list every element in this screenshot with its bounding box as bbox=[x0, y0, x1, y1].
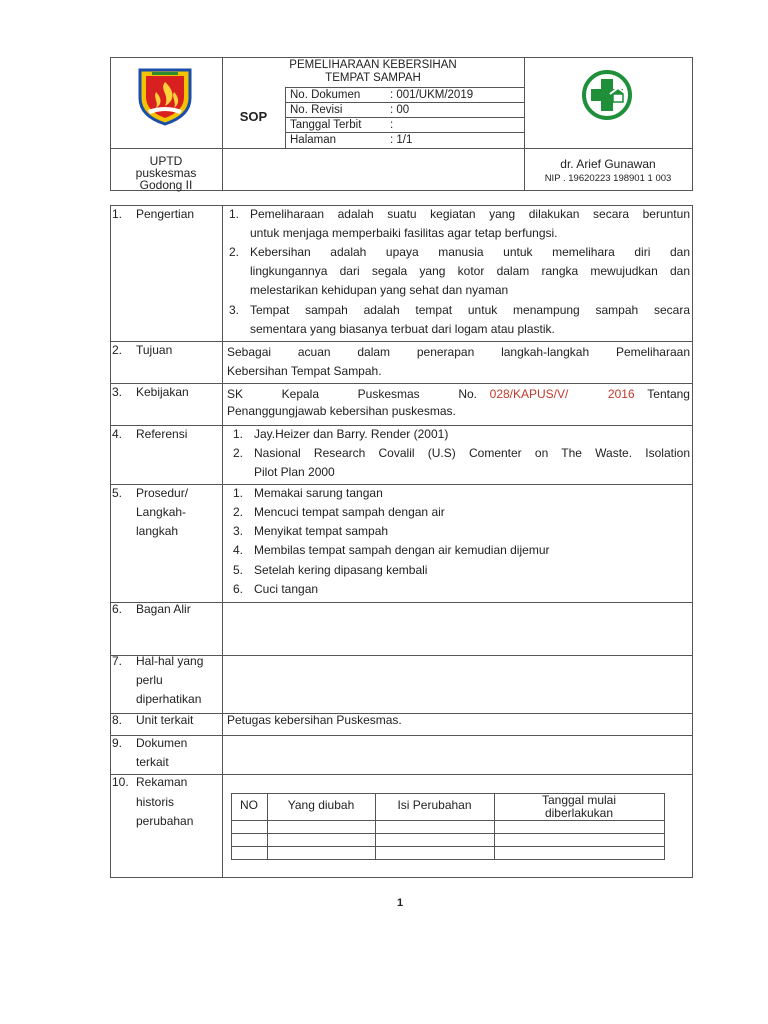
section-8-label: Unit terkait bbox=[136, 713, 194, 727]
reference-2-line1: Nasional Research Covalil (U.S) Comenter on The Waste. Isolation bbox=[254, 446, 690, 460]
reference-1-number: 1. bbox=[233, 427, 244, 441]
policy-text-part3: Tentang bbox=[647, 387, 690, 401]
policy-decree-number: 028/KAPUS/V/ 2016 bbox=[489, 387, 635, 401]
step-1-text: Memakai sarung tangan bbox=[254, 486, 383, 500]
sop-title-line2: TEMPAT SAMPAH bbox=[325, 72, 421, 84]
reference-2-number: 2. bbox=[233, 446, 244, 460]
step-5-number: 5. bbox=[233, 563, 244, 577]
definition-3-line1: Tempat sampah adalah tempat untuk menampung sampah secara bbox=[250, 303, 690, 317]
section-7-number: 7. bbox=[112, 654, 123, 668]
regency-emblem-icon bbox=[134, 64, 196, 126]
section-10-label-line1: Rekaman bbox=[136, 775, 188, 789]
section-7-label-line1: Hal-hal yang bbox=[136, 654, 204, 668]
section-6-number: 6. bbox=[112, 602, 123, 616]
section-9-label-line2: terkait bbox=[136, 755, 169, 769]
step-1-number: 1. bbox=[233, 486, 244, 500]
puskesmas-cross-icon bbox=[580, 68, 634, 122]
section-2-number: 2. bbox=[112, 343, 123, 357]
reference-2-line2: Pilot Plan 2000 bbox=[254, 465, 335, 479]
definition-2-number: 2. bbox=[229, 245, 240, 259]
unit-line2: puskesmas bbox=[135, 166, 197, 180]
doc-number-label: No. Dokumen bbox=[290, 89, 361, 101]
signer-name: dr. Arief Gunawan bbox=[560, 157, 656, 171]
page-label: Halaman bbox=[290, 134, 337, 146]
section-5-label-line1: Prosedur/ bbox=[136, 486, 189, 500]
page-value: : 1/1 bbox=[390, 134, 413, 146]
definition-1-line1: Pemeliharaan adalah suatu kegiatan yang dilakukan secara beruntun bbox=[250, 207, 690, 221]
section-3-number: 3. bbox=[112, 385, 123, 399]
definition-2-line3: melestarikan kehidupan yang sehat dan nyaman bbox=[250, 283, 509, 297]
unit-line3: Godong II bbox=[139, 178, 193, 192]
section-7-label-line3: diperhatikan bbox=[136, 692, 202, 706]
section-3-label: Kebijakan bbox=[136, 385, 189, 399]
step-3-number: 3. bbox=[233, 524, 244, 538]
step-2-number: 2. bbox=[233, 505, 244, 519]
section-6-label: Bagan Alir bbox=[136, 602, 191, 616]
section-5-label-line2: Langkah- bbox=[136, 505, 187, 519]
section-10-label-line2: historis bbox=[136, 795, 175, 809]
section-5-number: 5. bbox=[112, 486, 123, 500]
section-8-number: 8. bbox=[112, 713, 123, 727]
step-6-text: Cuci tangan bbox=[254, 582, 319, 596]
section-1-number: 1. bbox=[112, 207, 123, 221]
table-header-no: NO bbox=[240, 798, 258, 812]
policy-text-part1: SK Kepala Puskesmas No. bbox=[227, 387, 477, 401]
purpose-line2: Kebersihan Tempat Sampah. bbox=[227, 364, 382, 378]
definition-3-line2: sementara yang biasanya terbuat dari logam atau plastik. bbox=[250, 322, 555, 336]
issue-date-label: Tanggal Terbit bbox=[290, 119, 362, 131]
step-5-text: Setelah kering dipasang kembali bbox=[254, 563, 428, 577]
table-header-date-line2: diberlakukan bbox=[544, 806, 614, 820]
table-header-content: Isi Perubahan bbox=[397, 798, 472, 812]
definition-2-line2: lingkungannya dari segala yang kotor dalam rangka mewujudkan dan bbox=[250, 264, 690, 278]
step-3-text: Menyikat tempat sampah bbox=[254, 524, 389, 538]
unit-line1: UPTD bbox=[149, 154, 183, 168]
related-unit-text: Petugas kebersihan Puskesmas. bbox=[227, 713, 402, 727]
revision-value: : 00 bbox=[390, 104, 410, 116]
definition-2-line1: Kebersihan adalah upaya manusia untuk memelihara diri dan bbox=[250, 245, 690, 259]
step-6-number: 6. bbox=[233, 582, 244, 596]
section-9-number: 9. bbox=[112, 736, 123, 750]
section-7-label-line2: perlu bbox=[136, 673, 163, 687]
step-4-text: Membilas tempat sampah dengan air kemudian dijemur bbox=[254, 543, 550, 557]
section-4-label: Referensi bbox=[136, 427, 188, 441]
table-header-date-line1: Tanggal mulai bbox=[541, 793, 617, 807]
issue-date-value: : bbox=[390, 119, 394, 131]
definition-1-number: 1. bbox=[229, 207, 240, 221]
section-2-label: Tujuan bbox=[136, 343, 173, 357]
table-header-changed: Yang diubah bbox=[287, 798, 355, 812]
section-4-number: 4. bbox=[112, 427, 123, 441]
reference-1-text: Jay.Heizer dan Barry. Render (2001) bbox=[254, 427, 449, 441]
revision-label: No. Revisi bbox=[290, 104, 343, 116]
section-10-label-line3: perubahan bbox=[136, 814, 194, 828]
purpose-line1: Sebagai acuan dalam penerapan langkah-langkah Pemeliharaan bbox=[227, 345, 690, 359]
section-9-label-line1: Dokumen bbox=[136, 736, 188, 750]
section-10-number: 10. bbox=[112, 775, 129, 789]
section-5-label-line3: langkah bbox=[136, 524, 179, 538]
sop-title-line1: PEMELIHARAAN KEBERSIHAN bbox=[289, 59, 457, 71]
section-1-label: Pengertian bbox=[136, 207, 195, 221]
doc-number-value: : 001/UKM/2019 bbox=[390, 89, 474, 101]
signer-nip: NIP . 19620223 198901 1 003 bbox=[544, 173, 672, 184]
step-2-text: Mencuci tempat sampah dengan air bbox=[254, 505, 445, 519]
step-4-number: 4. bbox=[233, 543, 244, 557]
sop-label: SOP bbox=[239, 109, 268, 124]
page-number: 1 bbox=[396, 897, 404, 909]
definition-3-number: 3. bbox=[229, 303, 240, 317]
definition-1-line2: untuk menjaga memperbaiki fasilitas agar tetap berfungsi. bbox=[250, 226, 558, 240]
policy-line2: Penanggungjawab kebersihan puskesmas. bbox=[227, 404, 456, 418]
